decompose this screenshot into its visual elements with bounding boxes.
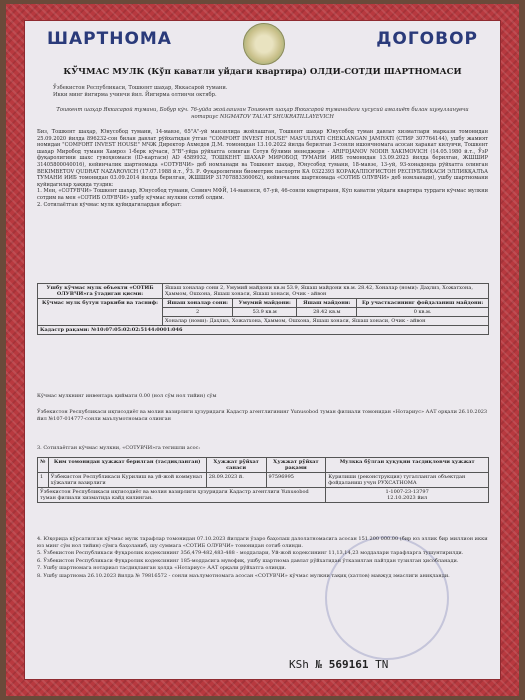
body-paragraph: Биз, Тошкент шаҳар, Юнусобод тумани, 14-мавзе, 65"А"-уй манзилида жойлашган, Тошкент шаҳар Юнусобод туман давлат хизматлари маркази томонидан 25.09.2020 йилда 896232-сон билан давлат рўйхатидан ўтган "COMFORT INVEST HOUSE" MAS'ULIYATI CHEKLANGAN JAMIYATI (СТИР 307764144), ушбу жамият номидан "COMFORT INVEST HOUSE" МЧЖ Директор Ахмедов Д.М. томонидан 13.10.2022 йилда берилган 3-сонли ишончномага асосан харакат килувчи, Тошкент шаҳар Миробод тумани Хамроз 1-берк кўчаси, 5"В"-уйда рўйхатга олинган Сотув бўлими менеджери - ARIFDJANOV NODIR XAKIMOVICH (14.05.1980 й.т., ЎзР фуқаролигини шахс гувоҳномаси (ID-картаси) AD 4589932, ТОШКЕНТ ШАХАР МИРОБОД ТУМАНИ ИИБ томонидан 13.09.2023 йилда берилган, ЖШШИР 31405800040016), кейинчалик шартномада «СОТУВЧИ» деб номланади ва Тошкент шаҳар, Юнусобод тумани, 18-мавзе, 13-уй, 93-хонадонда рўйхатга олинган BEKIMBETOV QUDRAT NAZAROVICH (17.07.1988 й.т., ЎЗ. Р. Фуқаролигини биометрик паспорти КА 0322393 КОРАҚАЛПОҒИСТОН РЕСПУБЛИКАСИ ЭЛЛИКҚАЛЪА ТУМАНИ ИИБ томонидан 03.09.2014 йилда берилган, ЖШШИР 31707883360062), кейинчалик шартномада «СОТИБ ОЛУВЧИ» деб номланади), ушбу шартномани қуйидагилар ҳақида туздик: — [37, 129, 488, 188]
clause: 4. Юқорида кўрсатилган кўчмас мулк тарафлар томонидан 07.10.2023 йилдаги ўзаро баҳолаш далолатномасига асосан 151 200 000.00 (бир юз эллик бир миллион икки юз минг сўм нол тийин) сўмга баҳоланиб, шу суммага «СОТИБ ОЛУВЧИ» томонидан сотиб олинди. — [37, 536, 488, 549]
living-area-value: 28.42 кв.м — [297, 308, 357, 317]
clause: 8. Ушбу шартнома 26.10.2023 йилда № 79816572 - сонли маълумотномага асосан «СОТУВЧИ» кўчмас мулкни тақиқ (хатлов) мавжуд эмаслиги аниқланди. — [37, 572, 450, 579]
doc-cell: 97596995 — [266, 473, 326, 488]
documents-table — [37, 457, 489, 503]
property-table — [37, 283, 489, 335]
doc-cell: Ўзбекистон Республикаси Курилиш ва уй-жой коммунал хўжалиги вазирлиги — [48, 473, 206, 488]
state-emblem-icon — [243, 23, 285, 65]
section-3-heading: 3. Сотилаётган кўчмас мулкни, «СОТУВЧИ»га тегишли асос: — [37, 445, 201, 451]
doc-col-head: Ким томонидан ҳужжат берилган (тасдиқланган) — [48, 458, 206, 473]
registry-paragraph: Ўзбекистон Республикаси иқтисодиёт ва молия вазирлиги ҳузуридаги Кадастр агентлигининг Yunusobod туман филиали томонидан «Нотариус» ААТ орқали 26.10.2023 йил №107-014777-сонли маълумотномаси олинган — [37, 409, 488, 422]
doc-footer-right: 1-1007-23-13797 12.10.2023 йил — [326, 488, 489, 503]
part-value: Яшаш хоналар сони 2, Умумий майдони кв.м 53.9, Яшаш майдони кв.м. 28.42, Хоналар (номи): Даҳлиз, Хожатхона, Ҳаммом, Ошхона, Яшаш хонаси, Яшаш хонаси, Очик - айвон — [163, 284, 489, 299]
body-paragraph: 2. Сотилаётган кўчмас мулк қуйидагилардан иборат: — [37, 201, 182, 208]
cadastre-number: Кадастр рақами: №10:07:05:02:02:5144:0001:046 — [38, 326, 489, 335]
body-paragraph: 1. Мен, «СОТУВЧИ» Тошкент шаҳар, Юнусобод тумани, Севинч МФЙ, 14-мавзеси, 67-уй, 46-сонли квартирани, Кўп каватли уйдаги квартира турдаги кўчмас мулкни сотдим ва мен «СОТИБ ОЛУВЧИ» ушбу кўчмас мулкни сотиб олдим. — [37, 188, 488, 201]
serial-value: 569161 — [328, 658, 369, 671]
composition-label: Кўчмас мулк бутун таркиби ва тасниф: — [38, 299, 163, 326]
certificate-border — [6, 4, 519, 696]
clause: 5. Ўзбекистон Республикаси Фуқаролик кодексининг 356,479-482,483-488 - моддалари, Уй-жой кодексининг 11,13,14,23 моддалари тарафларга тушунтирилди. — [37, 550, 464, 557]
col-head-total-area: Умумий майдони: — [233, 299, 297, 308]
doc-col-head: Ҳужжат рўйхат санаси — [206, 458, 266, 473]
table-row — [38, 473, 489, 488]
col-head-rooms: Яшаш хоналар сони: — [163, 299, 233, 308]
document-title: КЎЧМАС МУЛК (Кўп каватли уйдаги квартира) ОЛДИ-СОТДИ ШАРТНОМАСИ — [63, 67, 462, 77]
clauses-block — [37, 536, 488, 580]
doc-footer-left: Ўзбекистон Республикаси иқтисодиёт ва молия вазирлиги ҳузуридаги Кадастр агентлиги Yunusobod туман филиали хизматида кайд килинган. — [38, 488, 326, 503]
part-label: Ушбу кўчмас мулк объекти «СОТИБ ОЛУВЧИ»га ўтадиган қисми: — [38, 284, 163, 299]
value-line: Кўчмас мулкнинг инвентарь қиймати 0.00 (нол сўм нол тийин) сўм — [37, 393, 217, 399]
doc-cell: 28.09.2023 й. — [206, 473, 266, 488]
serial-number — [289, 658, 388, 671]
header-left-title: ШАРТНОМА — [47, 29, 172, 49]
rooms-value: 2 — [163, 308, 233, 317]
rooms-line: Хоналар (номи): Даҳлиз, Хожатхона, Ҳаммом, Ошхона, Яшаш хонаси, Яшаш хонаси, Очик - айвон — [163, 317, 489, 326]
land-area-value: 0 кв.м. — [357, 308, 489, 317]
doc-col-head: Мулкка бўлган ҳуқуқни тасдиқловчи ҳужжат — [326, 458, 489, 473]
location-line: Ўзбекистон Республикаси, Тошкент шаҳар, Яккасарой тумани. — [53, 85, 228, 91]
serial-prefix: KSh № — [289, 658, 323, 671]
doc-col-head: Ҳужжат рўйхат рақами — [266, 458, 326, 473]
serial-suffix: TN — [375, 658, 389, 671]
clause: 6. Ўзбекистон Республикаси Фуқаролик кодексининг 185-моддасига мувофиқ, ушбу шартнома давлат рўйхатидан ўтказилган пайтдан тузилган ҳисобланади. — [37, 557, 459, 564]
doc-cell: Курилиши (реконструкция) тугалланган объектдан фойдаланиш учун РУХСАТНОМА — [326, 473, 489, 488]
notary-line: Тошкент шаҳар Яккасарой тумани, Бобур кўч. 76-уйда жойлашган Тошкент шаҳар Яккасарой туманидаги хусусий амалиёт билан шуғулланувчи нотариус NIGMATOV TAL'AT SHUKRATILLAYEVICH — [56, 107, 469, 120]
header-right-title: ДОГОВОР — [376, 29, 478, 49]
doc-col-head: № — [38, 458, 49, 473]
location-line: Икки минг йигирма учинчи йил. Йигирма олтинчи октябр. — [53, 92, 217, 98]
doc-cell: 1 — [38, 473, 49, 488]
col-head-land-area: Ер участкасининг фойдаланиш майдони: — [357, 299, 489, 308]
clause: 7. Ушбу шартномага нотариал тасдиқланган ҳолда «Нотариус» ААТ орқали рўйхатга олинди. — [37, 565, 287, 572]
col-head-living-area: Яшаш майдони: — [297, 299, 357, 308]
body-text — [37, 129, 488, 208]
total-area-value: 53.9 кв.м — [233, 308, 297, 317]
location-block — [53, 85, 472, 99]
document-page — [24, 20, 501, 680]
